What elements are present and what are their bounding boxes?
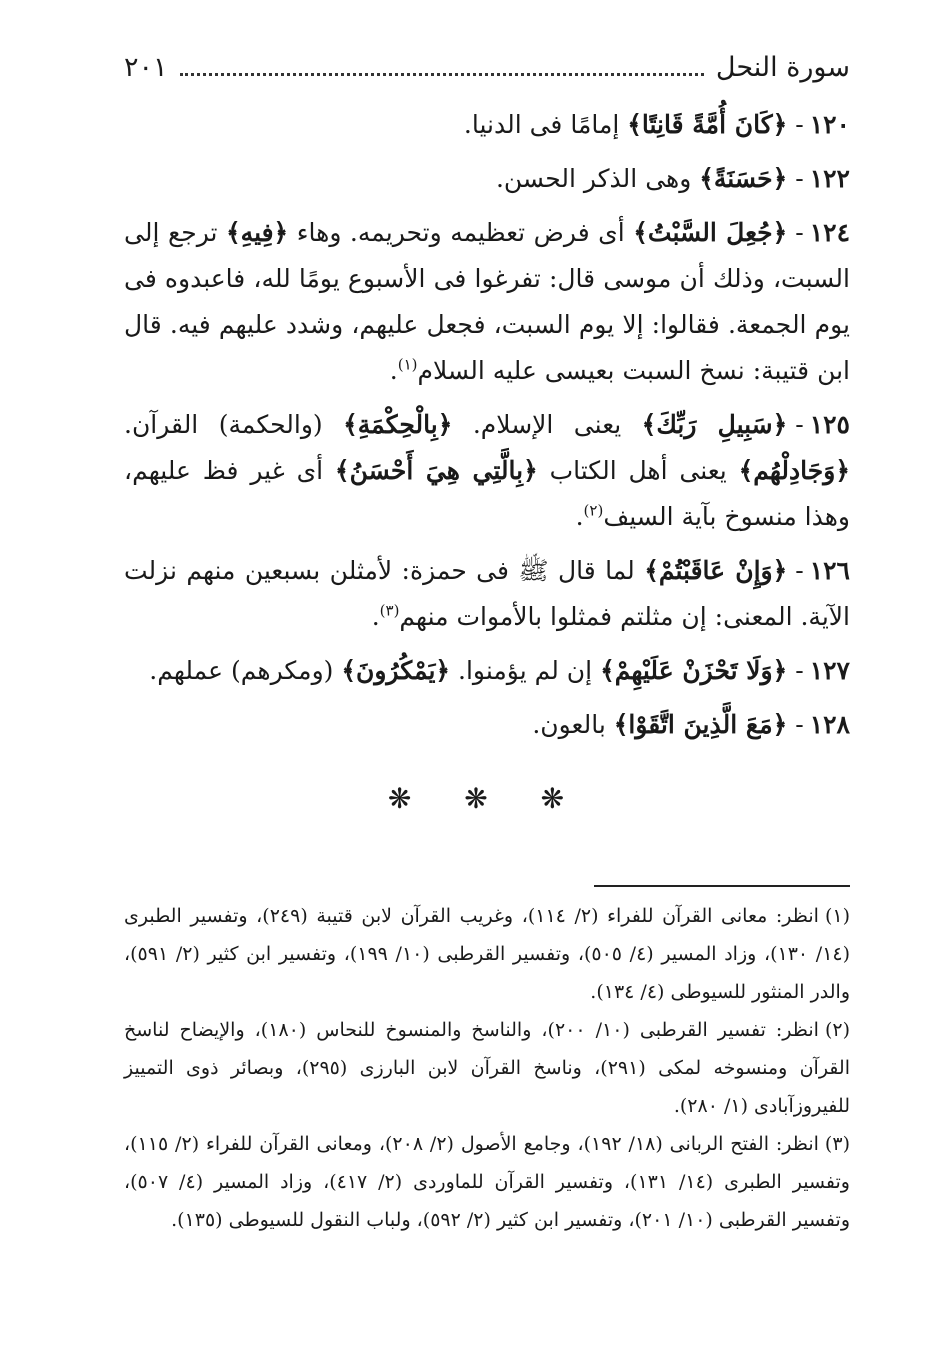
quran-quote: ﴿مَعَ الَّذِينَ اتَّقَوْا﴾: [613, 710, 788, 739]
quran-quote: ﴿بِالَّتِي هِيَ أَحْسَنُ﴾: [334, 456, 538, 485]
verse-dash: -: [795, 218, 804, 247]
commentary-text: يعنى أهل الكتاب: [537, 456, 739, 485]
verse-entry: [124, 210, 850, 394]
commentary-text: .: [371, 602, 380, 631]
verse-entry: [124, 548, 850, 640]
quran-quote: ﴿فِيهِ﴾: [226, 218, 289, 247]
commentary-text: وهى الذكر الحسن.: [495, 164, 700, 193]
quran-quote: ﴿بِالْحِكْمَةِ﴾: [343, 410, 453, 439]
commentary-text: (ومكرهم) عملهم.: [149, 656, 342, 685]
commentary-text: يعنى الإسلام.: [452, 410, 642, 439]
quran-quote: ﴿وَإِنْ عَاقَبْتُمْ﴾: [644, 556, 788, 585]
footnote: [124, 1011, 850, 1125]
verse-number: ١٢٥: [809, 410, 850, 439]
commentary-text: أى غير فظ عليهم، وهذا منسوخ بآية السيف: [124, 456, 850, 531]
commentary-text: (والحكمة) القرآن.: [124, 410, 344, 439]
footnote-marker: (١): [824, 905, 851, 927]
verse-number: ١٢٠: [809, 110, 850, 139]
verse-dash: -: [795, 164, 804, 193]
footnote-text: انظر: تفسير القرطبى (١٠/ ٢٠٠)، والناسخ والمنسوخ للنحاس (١٨٠)، والإيضاح لناسخ القرآن ومنسوخه لمكى (٢٩١)، وناسخ القرآن لابن البارزى (٢٩٥)، وبصائر ذوى التمييز للفيروزآبادى (١/ ٢٨٠).: [124, 1019, 850, 1117]
footnote-reference: (٢): [583, 501, 604, 520]
footnote: [124, 897, 850, 1011]
footnote-rule: [594, 885, 850, 887]
commentary-text: .: [389, 356, 398, 385]
verse-number: ١٢٢: [809, 164, 850, 193]
commentary-text: إن لم يؤمنوا.: [450, 656, 601, 685]
commentary-text: إمامًا فى الدنيا.: [463, 110, 628, 139]
verse-number: ١٢٨: [809, 710, 850, 739]
footnote-marker: (٣): [824, 1133, 850, 1155]
running-header: [124, 52, 850, 96]
verse-entry: [124, 156, 850, 202]
commentary-text: .: [575, 502, 584, 531]
quran-quote: ﴿كَانَ أُمَّةً قَانِتًا﴾: [627, 110, 788, 139]
quran-quote: ﴿وَجَادِلْهُم﴾: [738, 456, 850, 485]
footnotes: [124, 897, 850, 1239]
verse-dash: -: [795, 410, 804, 439]
footnote-marker: (٢): [824, 1019, 850, 1041]
verse-entry: [124, 102, 850, 148]
verse-entry: [124, 402, 850, 540]
section-separator: ❋ ❋ ❋: [387, 782, 587, 815]
verse-number: ١٢٤: [809, 218, 851, 247]
verse-commentary-list: [124, 102, 850, 748]
footnote-text: انظر: الفتح الربانى (١٨/ ١٩٢)، وجامع الأصول (٢/ ٢٠٨)، ومعانى القرآن للفراء (٢/ ١١٥)، وتفسير الطبرى (١٤/ ١٣١)، وتفسير القرآن للماوردى (٢/ ٤١٧)، وزاد المسير (٤/ ٥٠٧)، وتفسير القرطبى (١٠/ ٢٠١)، وتفسير ابن كثير (٢/ ٥٩٢)، ولباب النقول للسيوطى (١٣٥).: [124, 1133, 850, 1231]
verse-dash: -: [795, 710, 804, 739]
quran-quote: ﴿حَسَنَةً﴾: [699, 164, 788, 193]
verse-dash: -: [795, 556, 804, 585]
verse-number: ١٢٧: [809, 656, 850, 685]
verse-dash: -: [795, 656, 804, 685]
page-number: ٢٠١: [124, 52, 168, 83]
quran-quote: ﴿جُعِلَ السَّبْتُ﴾: [633, 218, 788, 247]
commentary-text: أى فرض تعظيمه وتحريمه. وهاء: [288, 218, 634, 247]
verse-entry: [124, 702, 850, 748]
verse-number: ١٢٦: [809, 556, 850, 585]
surah-title: سورة النحل: [715, 52, 850, 83]
verse-dash: -: [795, 110, 804, 139]
commentary-text: بالعون.: [532, 710, 614, 739]
header-leader-dots: [180, 55, 704, 76]
footnote-reference: (٣): [379, 601, 400, 620]
footnote-text: انظر: معانى القرآن للفراء (٢/ ١١٤)، وغريب القرآن لابن قتيبة (٢٤٩)، وتفسير الطبرى (١٤/ ١٣٠)، وزاد المسير (٤/ ٥٠٥)، وتفسير القرطبى (١٠/ ١٩٩)، وتفسير ابن كثير (٢/ ٥٩١)، والدر المنثور للسيوطى (٤/ ١٣٤).: [124, 905, 851, 1003]
quran-quote: ﴿وَلَا تَحْزَنْ عَلَيْهِمْ﴾: [600, 656, 788, 685]
verse-entry: [124, 648, 850, 694]
commentary-text: لما قال ﷺ فى حمزة: لأمثلن بسبعين منهم نزلت الآية. المعنى: إن مثلتم فمثلوا بالأموات منهم: [124, 556, 850, 631]
quran-quote: ﴿يَمْكُرُونَ﴾: [341, 656, 451, 685]
commentary-text: ترجع إلى السبت، وذلك أن موسى قال: تفرغوا فى الأسبوع يومًا لله، فاعبدوه فى يوم الجمعة. فقالوا: إلا يوم السبت، فجعل عليهم، وشدد عليهم فيه. قال ابن قتيبة: نسخ السبت بعيسى عليه السلام: [124, 218, 851, 385]
footnote: [124, 1125, 850, 1239]
footnote-reference: (١): [397, 355, 418, 374]
quran-quote: ﴿سَبِيلِ رَبِّكَ﴾: [641, 410, 788, 439]
